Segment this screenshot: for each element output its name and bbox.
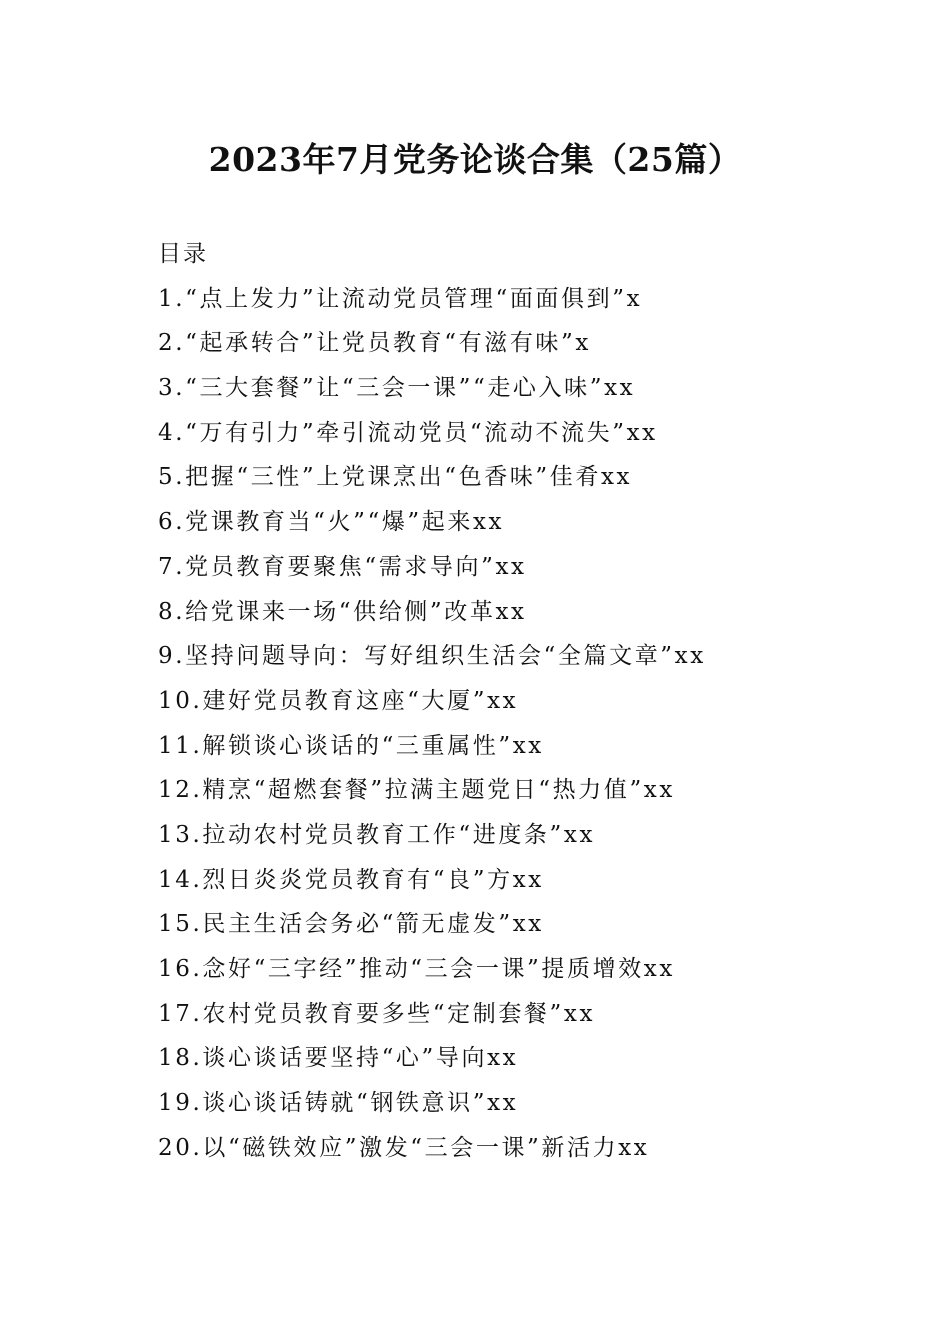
table-of-contents [158, 232, 878, 1170]
toc-item[interactable]: 16.念好“三字经”推动“三会一课”提质增效xx [158, 956, 675, 982]
toc-item[interactable]: 7.党员教育要聚焦“需求导向”xx [158, 553, 527, 580]
toc-item[interactable]: 20.以“磁铁效应”激发“三会一课”新活力xx [158, 1134, 650, 1161]
toc-item[interactable]: 3.“三大套餐”让“三会一课”“走心入味”xx [158, 375, 636, 402]
toc-item[interactable]: 14.烈日炎炎党员教育有“良”方xx [158, 866, 544, 893]
toc-item[interactable]: 1.“点上发力”让流动党员管理“面面俱到”x [158, 285, 643, 312]
toc-item[interactable]: 10.建好党员教育这座“大厦”xx [158, 687, 519, 714]
toc-item[interactable]: 12.精烹“超燃套餐”拉满主题党日“热力值”xx [158, 777, 675, 804]
toc-item[interactable]: 13.拉动农村党员教育工作“进度条”xx [158, 821, 596, 848]
toc-item[interactable]: 8.给党课来一场“供给侧”改革xx [158, 598, 527, 625]
toc-list [158, 277, 878, 1171]
toc-item[interactable]: 18.谈心谈话要坚持“心”导向xx [158, 1045, 519, 1072]
toc-item[interactable]: 6.党课教育当“火”“爆”起来xx [158, 509, 505, 536]
toc-item[interactable]: 17.农村党员教育要多些“定制套餐”xx [158, 1000, 596, 1027]
toc-item[interactable]: 11.解锁谈心谈话的“三重属性”xx [158, 732, 544, 759]
toc-item[interactable]: 15.民主生活会务必“箭无虚发”xx [158, 911, 544, 938]
toc-item[interactable]: 9.坚持问题导向：写好组织生活会“全篇文章”xx [158, 643, 706, 670]
toc-heading: 目录 [158, 241, 208, 267]
toc-item[interactable]: 4.“万有引力”牵引流动党员“流动不流失”xx [158, 419, 658, 446]
toc-item[interactable]: 19.谈心谈话铸就“钢铁意识”xx [158, 1090, 519, 1117]
toc-item[interactable]: 5.把握“三性”上党课烹出“色香味”佳肴xx [158, 464, 633, 491]
document-title: 2023年7月党务论谈合集（25篇） [208, 140, 742, 179]
toc-item[interactable]: 2.“起承转合”让党员教育“有滋有味”x [158, 330, 591, 357]
